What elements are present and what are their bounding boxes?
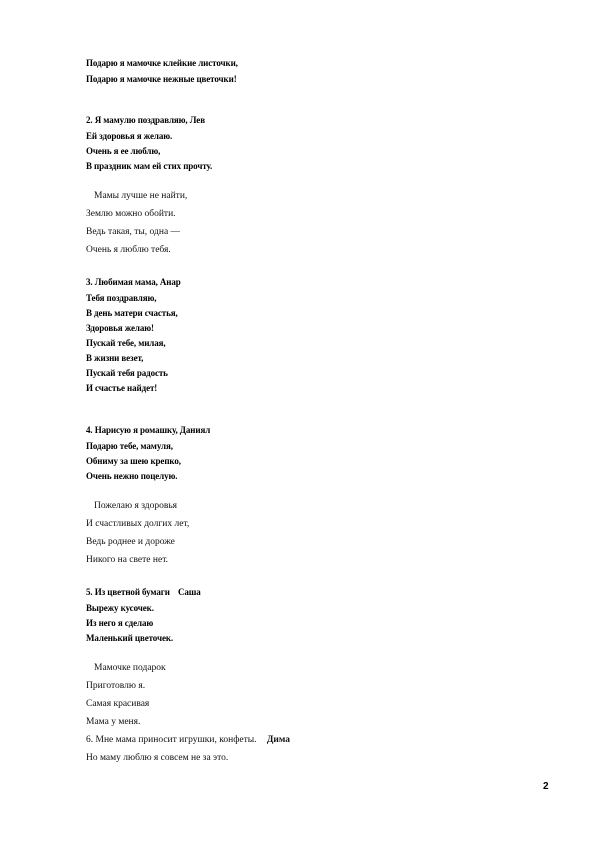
poem-line: Мамочке подарок xyxy=(94,663,166,673)
poem-line: Ведь такая, ты, одна — xyxy=(86,227,181,237)
poem-line: Пожелаю я здоровья xyxy=(94,501,178,511)
poem-line: Из него я сделаю xyxy=(86,618,154,628)
poem-title: 4. Нарисую я ромашку, xyxy=(86,425,178,435)
poem-title: 6. Мне мама приносит игрушки, конфеты. xyxy=(86,735,257,745)
poem-line: Землю можно обойти. xyxy=(86,209,176,219)
poem-line: Ведь роднее и дороже xyxy=(86,537,175,547)
author-name: Анар xyxy=(159,277,181,287)
poem-line: И счастье найдет! xyxy=(86,383,158,393)
poem-line: Маленький цветочек. xyxy=(86,633,174,643)
poem-line: В жизни везет, xyxy=(86,353,144,363)
poem-line: Ей здоровья я желаю. xyxy=(86,131,173,141)
poem-line: Очень я ее люблю, xyxy=(86,146,161,156)
poem-line: Вырежу кусочек. xyxy=(86,603,154,613)
poem-line: Приготовлю я. xyxy=(86,681,146,691)
poem-line: Самая красивая xyxy=(86,699,150,709)
page-number: 2 xyxy=(543,781,549,792)
author-name: Дима xyxy=(266,735,291,745)
poem-line: Пускай тебе, милая, xyxy=(86,338,166,348)
poem-heading xyxy=(86,114,205,126)
poem-line: Но маму люблю я совсем не за это. xyxy=(86,753,229,763)
poem-line: И счастливых долгих лет, xyxy=(86,519,190,529)
poem-line: Очень нежно поцелую. xyxy=(86,471,178,481)
poem-line: Очень я люблю тебя. xyxy=(86,245,171,255)
poem-line: Подарю я мамочке нежные цветочки! xyxy=(86,74,237,84)
poem-line: Подарю я мамочке клейкие листочки, xyxy=(86,58,238,68)
poem-line: В праздник мам ей стих прочту. xyxy=(86,161,213,171)
author-name: Даниял xyxy=(179,425,211,435)
poem-heading xyxy=(86,586,201,598)
poem-line: Мамы лучше не найти, xyxy=(94,191,188,201)
poem-line: Никого на свете нет. xyxy=(86,555,169,565)
poem-title: 2. Я мамулю поздравляю, xyxy=(86,115,188,125)
poem-heading xyxy=(86,734,290,746)
author-name: Саша xyxy=(178,587,201,597)
poem-title: 5. Из цветной бумаги xyxy=(86,587,170,597)
poem-heading xyxy=(86,276,181,288)
poem-heading xyxy=(86,424,210,436)
poem-line: В день матери счастья, xyxy=(86,308,178,318)
poem-line: Обниму за шею крепко, xyxy=(86,456,181,466)
poem-line: Пускай тебя радость xyxy=(86,368,168,378)
author-name: Лев xyxy=(189,115,205,125)
poem-title: 3. Любимая мама, xyxy=(86,277,158,287)
poem-line: Тебя поздравляю, xyxy=(86,293,157,303)
poem-line: Мама у меня. xyxy=(86,717,141,727)
poem-line: Здоровья желаю! xyxy=(86,323,154,333)
poem-line: Подарю тебе, мамуля, xyxy=(86,441,173,451)
